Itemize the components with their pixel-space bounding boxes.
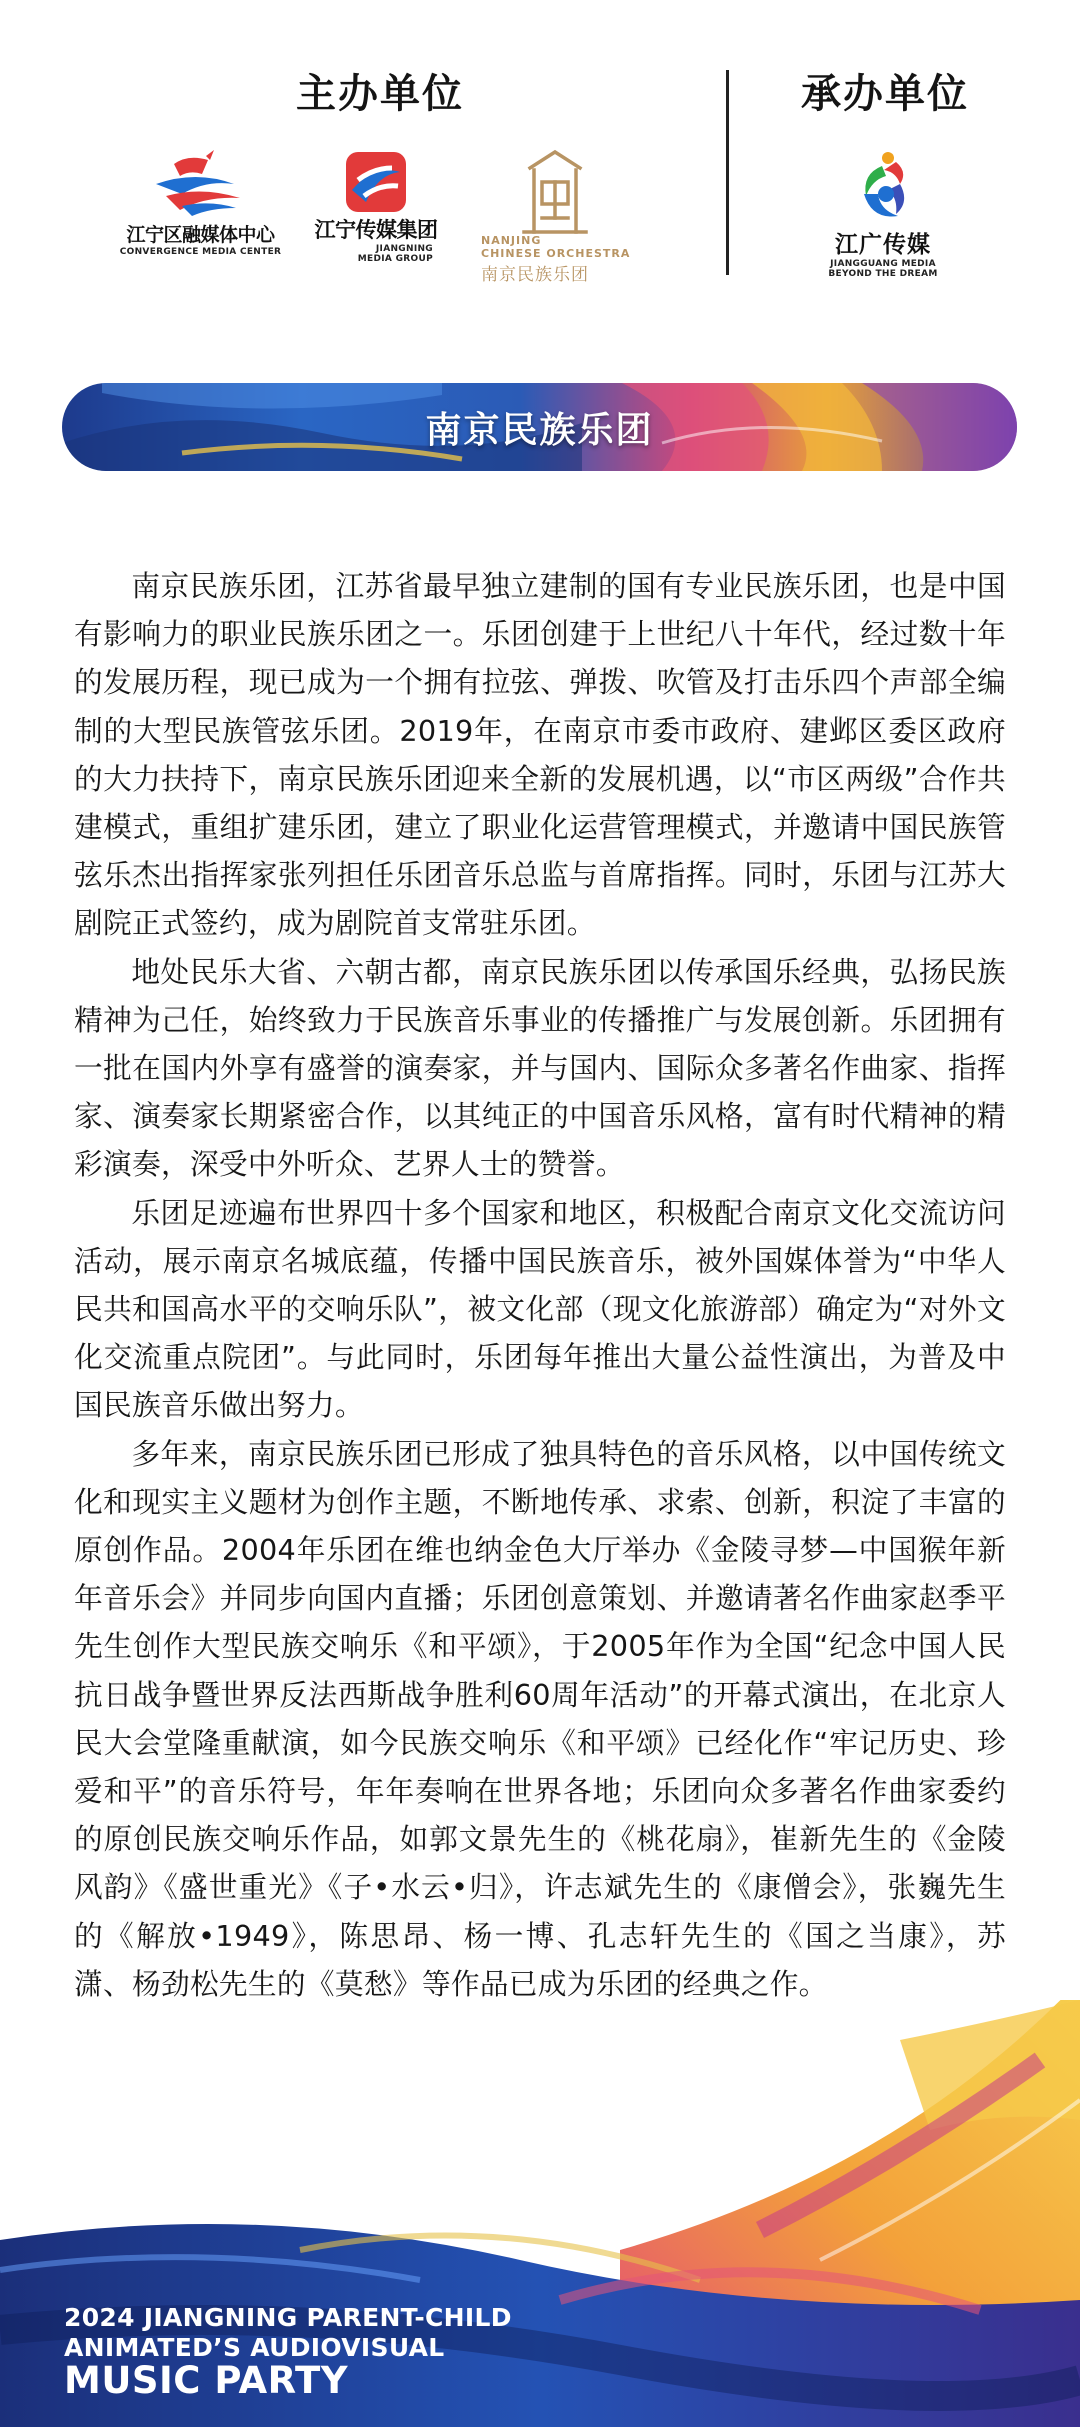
orchestra-english-name-2: CHINESE ORCHESTRA [481,247,631,260]
jiangguang-media-logo-icon [850,150,916,226]
jiangning-media-group-sub2: MEDIA GROUP [357,254,433,264]
jiangguang-media-sub1: JIANGGUANG MEDIA [830,259,936,269]
jiangning-media-group-logo [305,150,447,264]
footer-event-line-3: MUSIC PARTY [64,2359,349,2402]
footer-event-line-1: 2024 JIANGNING PARENT-CHILD [64,2303,512,2332]
jiangning-media-group-name: 江宁传媒集团 [314,218,438,242]
convergence-media-name: 江宁区融媒体中心 [126,224,275,246]
organizer-units-title: 承办单位 [801,71,969,117]
convergence-media-logo-icon [136,150,266,220]
sponsors-header [0,0,1080,300]
intro-paragraph-4: 多年来，南京民族乐团已形成了独具特色的音乐风格，以中国传统文化和现实主义题材为创作主题，不断地传承、求索、创新，积淀了丰富的原创作品。2004年乐团在维也纳金色大厅举办《金陵寻梦—中国猴年新年音乐会》并同步向国内直播；乐团创意策划、并邀请著名作曲家赵季平先生创作大型民族交响乐《和平颂》，于2005年作为全国“纪念中国人民抗日战争暨世界反法西斯战争胜利60周年活动”的开幕式演出，在北京人民大会堂隆重献演，如今民族交响乐《和平颂》已经化作“牢记历史、珍爱和平”的音乐符号，年年奏响在世界各地；乐团向众多著名作曲家委约的原创民族交响乐作品，如郭文景先生的《桃花扇》，崔新先生的《金陵风韵》《盛世重光》《子•水云•归》，许志斌先生的《康僧会》，张巍先生的《解放•1949》，陈思昂、杨一博、孔志轩先生的《国之当康》，苏潇、杨劲松先生的《莫愁》等作品已成为乐团的经典之作。 [74,1436,1006,2001]
intro-paragraph-3: 乐团足迹遍布世界四十多个国家和地区，积极配合南京文化交流访问活动，展示南京名城底蕴，传播中国民族音乐，被外国媒体誉为“中华人民共和国高水平的交响乐队”，被文化部（现文化旅游部）确定为“对外文化交流重点院团”。与此同时，乐团每年推出大量公益性演出，为普及中国民族音乐做出努力。 [74,1195,1006,1423]
orchestra-english-name-1: NANJING [481,234,542,247]
header-divider [726,70,729,275]
jiangguang-media-logo [818,150,948,279]
orchestra-introduction [74,562,1006,2008]
jiangguang-media-name: 江广传媒 [835,232,931,258]
nanjing-orchestra-logo [475,148,635,285]
footer-event-line-2: ANIMATED’S AUDIOVISUAL [64,2333,445,2362]
convergence-media-subtitle: CONVERGENCE MEDIA CENTER [119,247,282,257]
intro-paragraph-1: 南京民族乐团，江苏省最早独立建制的国有专业民族乐团，也是中国有影响力的职业民族乐团之一。乐团创建于上世纪八十年代，经过数十年的发展历程，现已成为一个拥有拉弦、弹拨、吹管及打击乐四个声部全编制的大型民族管弦乐团。2019年，在南京市委市政府、建邺区委区政府的大力扶持下，南京民族乐团迎来全新的发展机遇，以“市区两级”合作共建模式，重组扩建乐团，建立了职业化运营管理模式，并邀请中国民族管弦乐杰出指挥家张列担任乐团音乐总监与首席指挥。同时，乐团与江苏大剧院正式签约，成为剧院首支常驻乐团。 [74,569,1006,941]
jiangning-media-group-logo-icon [344,150,408,214]
section-banner [62,383,1017,471]
nanjing-orchestra-logo-icon [520,148,590,234]
orchestra-chinese-name: 南京民族乐团 [481,265,589,285]
host-units-title: 主办单位 [296,71,464,117]
jiangguang-media-sub2: BEYOND THE DREAM [828,269,938,279]
intro-paragraph-2: 地处民乐大省、六朝古都，南京民族乐团以传承国乐经典，弘扬民族精神为己任，始终致力于民族音乐事业的传播推广与发展创新。乐团拥有一批在国内外享有盛誉的演奏家，并与国内、国际众多著名作曲家、指挥家、演奏家长期紧密合作，以其纯正的中国音乐风格，富有时代精神的精彩演奏，深受中外听众、艺界人士的赞誉。 [74,954,1006,1182]
jiangning-media-group-sub1: JIANGNING [375,244,433,254]
banner-title: 南京民族乐团 [425,409,654,451]
convergence-media-logo [118,150,283,257]
